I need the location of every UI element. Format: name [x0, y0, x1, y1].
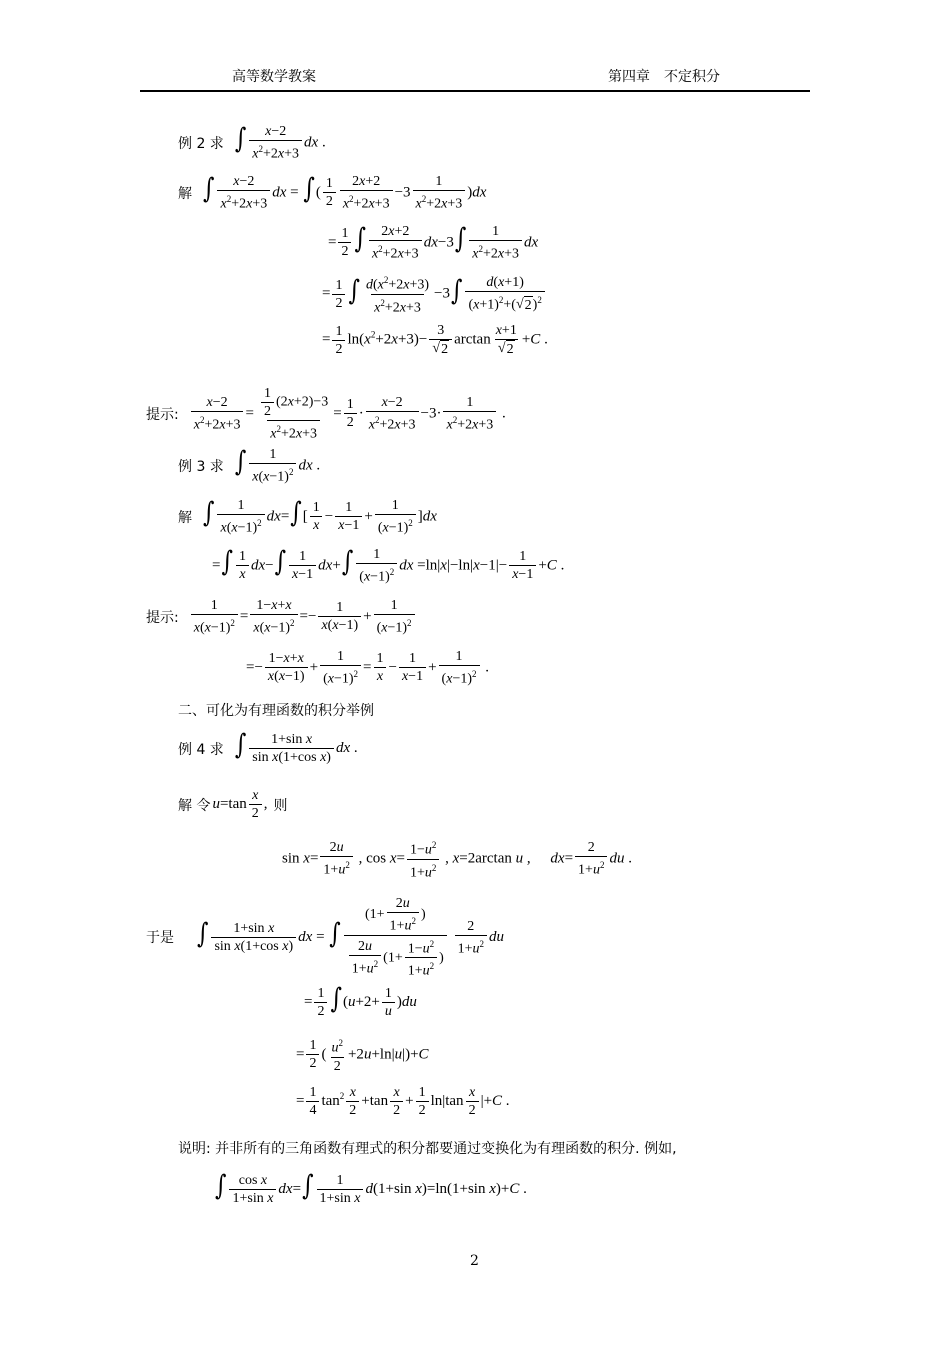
example-2-solution-line-3: = $\frac{1}{2}$ ∫ $\frac{d(x^2+2x+3)}{x^2+2x+3}$ −3∫ d(x+1) $(x+1)^2+(√$ 2 )$^2$ — [322, 272, 547, 316]
example-2-solution-line-1: 解 ∫ $\frac{x-2}{x^2+2x+3}$ dx = ∫( $\frac{1}{2}$ $\frac{2x+2}{x^2+2x+3}$ −3 $\frac{1}{x^2+2x+3}$ )dx — [178, 174, 487, 212]
example-2-label: 例 2 求 — [178, 135, 224, 152]
note-paragraph — [178, 1138, 677, 1158]
therefore-label: 于是 — [146, 930, 174, 947]
example-4-label: 例 4 求 — [178, 741, 224, 758]
example-2-solution-line-2: = $\frac{1}{2}$ ∫ $\frac{2x+2}{x^2+2x+3}$ dx−3∫ $\frac{1}{x^2+2x+3}$ dx — [328, 224, 539, 262]
solution-label: 解 — [178, 509, 192, 526]
section-heading — [178, 700, 374, 720]
example-3-problem: 例 3 求 ∫ $\frac{1}{x(x-1)^2}$ dx . — [178, 447, 321, 485]
example-3-hint-line-2: =− $\frac{1-x+x}{x(x-1)}$ + $\frac{1}{(x-1)^2}$ = $\frac{1}{x}$ − $\frac{1}{x-1}$ + $\frac{1}{(x-1)^2}$ . — [246, 649, 489, 687]
note-example: ∫ $\frac{\text{cos x}}{\text{1+sin x}}$ dx=∫ $\frac{1}{\text{1+sin x}}$ d(1+sin x)=ln(1+sin x)+C . — [215, 1170, 527, 1206]
example-4-problem: 例 4 求 ∫ $\frac{\text{1+sin x}}{\text{sin x(1+cos x)}}$ dx . — [178, 729, 358, 765]
header-title: 高等数学教案 — [232, 69, 316, 85]
header-chapter: 第四章 不定积分 — [608, 69, 720, 85]
hint-label: 提示: — [146, 609, 179, 626]
example-4-substitution: 解 令 u=tan $\frac{x}{2}$ , 则 — [178, 788, 288, 821]
example-4-solution-line-1: 于是 ∫ $\frac{\text{1+sin x}}{\text{sin x(1+cos x)}}$ dx = ∫ (1+ $\frac{2u}{1+u^2}$ ) $\frac{2u}{1+u^2}$ (1+ $\frac{1-u^2}{1+u^2}$ ) $\frac{2}{1+u^2}$ du — [146, 896, 504, 979]
note-text: 说明: 并非所有的三角函数有理式的积分都要通过变换化为有理函数的积分. 例如, — [178, 1141, 677, 1157]
example-3-hint-line-1: 提示: $\frac{1}{x(x-1)^2}$ = $\frac{1-x+x}{x(x-1)^2}$ =− $\frac{1}{x(x-1)}$ + $\frac{1}{(x-1)^2}$ — [146, 597, 417, 637]
then-label: 则 — [273, 797, 288, 814]
example-3-solution-line-2: =∫ $\frac{1}{x}$ dx−∫ $\frac{1}{x-1}$ dx+∫ $\frac{1}{(x-1)^2}$ dx =ln|x|−ln|x−1|− $\frac{1}{x-1}$ +C . — [212, 547, 565, 585]
example-3-label: 例 3 求 — [178, 458, 224, 475]
substitution-label: 解 令 — [178, 797, 211, 814]
example-4-solution-line-2: = $\frac{1}{2}$ ∫(u+2+ $\frac{1}{u}$ )du — [304, 983, 417, 1019]
page-number: 2 — [470, 1253, 479, 1269]
solution-label: 解 — [178, 185, 192, 202]
example-4-solution-line-3: = $\frac{1}{2}$ ( $\frac{u^2}{2}$ +2u+ln|u|)+C — [296, 1038, 429, 1074]
example-4-substitution-formulas: sin x= $\frac{2u}{1+u^2}$ , cos x= $\frac{1-u^2}{1+u^2}$ , x=2arctan u , dx= $\frac{2}{1+u^2}$ du . — [282, 840, 632, 881]
example-3-solution-line-1: 解 ∫ $\frac{1}{x(x-1)^2}$ dx=∫[ $\frac{1}{x}$ − $\frac{1}{x-1}$ + $\frac{1}{(x-1)^2}$ ]dx — [178, 498, 437, 536]
example-4-solution-line-4: = $\frac{1}{4}$ $\tan^2$ $\frac{x}{2}$ +tan $\frac{x}{2}$ + $\frac{1}{2}$ ln|tan $\frac{x}{2}$ |+C . — [296, 1085, 510, 1118]
hint-label: 提示: — [146, 406, 179, 423]
example-2-solution-line-4: = $\frac{1}{2}$ $\ln(x^2+2x+3)-$ 3 √ 2 arctan x+1 √ 2 +C . — [322, 323, 548, 357]
example-2-hint: 提示: $\frac{x-2}{x^2+2x+3}$ = $\frac{1}{2}$ (2x+2)−3 $x^2+2x+3$ = $\frac{1}{2}$ · $\frac{x-2}{x^2+2x+3}$ −3· $\frac{1}{x^2+2x+3}$ . — [146, 386, 506, 442]
example-2-problem: 例 2 求 ∫ $\frac{x-2}{x^2+2x+3}$ dx . — [178, 124, 326, 162]
section-title: 二、可化为有理函数的积分举例 — [178, 703, 374, 719]
page-header — [140, 66, 810, 92]
